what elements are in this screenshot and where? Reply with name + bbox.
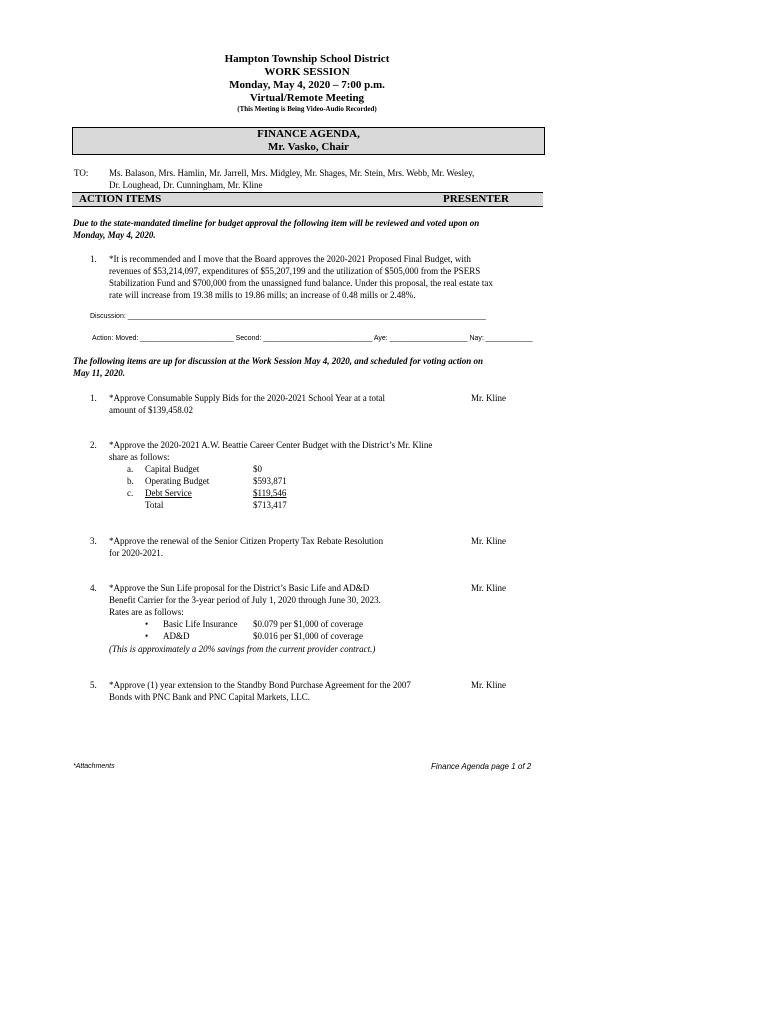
item-2-line1: *Approve the 2020-2021 A.W. Beattie Career Center Budget with the District’s Mr. Kline	[109, 440, 433, 450]
item-2-sub-a-letter: a.	[127, 464, 134, 474]
session-title: WORK SESSION	[264, 66, 350, 78]
vote-intro-line2: Monday, May 4, 2020.	[73, 230, 156, 240]
presenter-heading: PRESENTER	[442, 193, 509, 205]
discuss-intro-line2: May 11, 2020.	[73, 368, 126, 378]
item-4-note: (This is approximately a 20% savings from the current provider contract.)	[109, 644, 376, 654]
item-2-number: 2.	[90, 440, 97, 450]
district-name: Hampton Township School District	[224, 53, 390, 65]
to-recipients-line2: Dr. Loughead, Dr. Cunningham, Mr. Kline	[109, 180, 263, 190]
bullet-icon: •	[145, 631, 149, 641]
item-2-sub-c-name: Debt Service	[145, 488, 192, 498]
item-4-number: 4.	[90, 583, 97, 593]
item-3-line2: for 2020-2021.	[109, 548, 163, 558]
finance-agenda-box	[72, 127, 545, 155]
discuss-intro-line1: The following items are up for discussion at the Work Session May 4, 2020, and scheduled for voting action on	[73, 356, 483, 366]
item-4-bullet-2-rate: $0.016 per $1,000 of coverage	[253, 631, 363, 641]
meeting-type: Virtual/Remote Meeting	[249, 92, 365, 104]
item-4-presenter: Mr. Kline	[471, 583, 506, 593]
to-recipients-line1: Ms. Balason, Mrs. Hamlin, Mr. Jarrell, Mrs. Midgley, Mr. Shages, Mr. Stein, Mrs. Webb, Mr. Wesley,	[109, 168, 475, 178]
to-label: TO:	[74, 168, 89, 178]
item-2-sub-c-amount: $119,546	[253, 488, 287, 498]
item-1-number: 1.	[90, 393, 97, 403]
item-4-line2: Benefit Carrier for the 3-year period of July 1, 2020 through June 30, 2023.	[109, 595, 381, 605]
item-5-number: 5.	[90, 680, 97, 690]
item-1-line2: amount of $139,458.02	[109, 405, 193, 415]
item-2-sub-b-letter: b.	[127, 476, 134, 486]
item-2-sub-a-name: Capital Budget	[145, 464, 200, 474]
item-3-number: 3.	[90, 536, 97, 546]
item-2-total-label: Total	[145, 500, 164, 510]
vote-item-line4: rate will increase from 19.38 mills to 19.86 mills; an increase of 0.48 mills or 2.48%.	[109, 290, 416, 300]
meeting-date: Monday, May 4, 2020 – 7:00 p.m.	[229, 79, 385, 91]
item-5-presenter: Mr. Kline	[471, 680, 506, 690]
action-items-bar	[72, 192, 543, 207]
item-2-total-amount: $713,417	[253, 500, 287, 510]
vote-item-line1: *It is recommended and I move that the Board approves the 2020-2021 Proposed Final Budget, with	[109, 254, 471, 264]
item-5-line2: Bonds with PNC Bank and PNC Capital Markets, LLC.	[109, 692, 310, 702]
action-vote-line: Action: Moved: ________________________ Second: ____________________________ Aye: ____________________ Nay: ____________	[92, 335, 533, 342]
footer-page-number: Finance Agenda page 1 of 2	[431, 762, 532, 771]
item-2-line2: share as follows:	[109, 452, 170, 462]
item-3-presenter: Mr. Kline	[471, 536, 506, 546]
vote-item-line2: revenues of $53,214,097, expenditures of $55,207,199 and the utilization of $505,000 from the PSERS	[109, 266, 481, 276]
item-3-line1: *Approve the renewal of the Senior Citizen Property Tax Rebate Resolution	[109, 536, 384, 546]
item-4-bullet-1-name: Basic Life Insurance	[163, 619, 238, 629]
item-1-presenter: Mr. Kline	[471, 393, 506, 403]
item-1-line1: *Approve Consumable Supply Bids for the 2020-2021 School Year at a total	[109, 393, 385, 403]
vote-intro-line1: Due to the state-mandated timeline for budget approval the following item will be reviewed and voted upon on	[73, 218, 480, 228]
item-4-bullet-1-rate: $0.079 per $1,000 of coverage	[253, 619, 363, 629]
item-2-sub-c-letter: c.	[127, 488, 134, 498]
action-items-heading: ACTION ITEMS	[79, 193, 162, 205]
footer-attachments: *Attachments	[73, 763, 115, 770]
item-2-sub-a-amount: $0	[253, 464, 262, 474]
recording-note: (This Meeting is Being Video-Audio Recorded)	[237, 105, 377, 113]
item-2-sub-b-amount: $593,871	[253, 476, 287, 486]
item-2-sub-b-name: Operating Budget	[145, 476, 210, 486]
finance-chair: Mr. Vasko, Chair	[268, 141, 349, 153]
bullet-icon: •	[145, 619, 149, 629]
finance-agenda-title: FINANCE AGENDA,	[257, 128, 360, 140]
vote-item-line3: Stabilization Fund and $700,000 from the unassigned fund balance. Under this proposal, the real estate tax	[109, 278, 493, 288]
vote-item-number: 1.	[90, 254, 97, 264]
item-4-bullet-2-name: AD&D	[163, 631, 190, 641]
discussion-line: Discussion: ____________________________________________________________________________________________	[90, 313, 486, 320]
item-4-line3: Rates are as follows:	[109, 607, 184, 617]
item-4-line1: *Approve the Sun Life proposal for the District’s Basic Life and AD&D	[109, 583, 370, 593]
item-5-line1: *Approve (1) year extension to the Standby Bond Purchase Agreement for the 2007	[109, 680, 411, 690]
